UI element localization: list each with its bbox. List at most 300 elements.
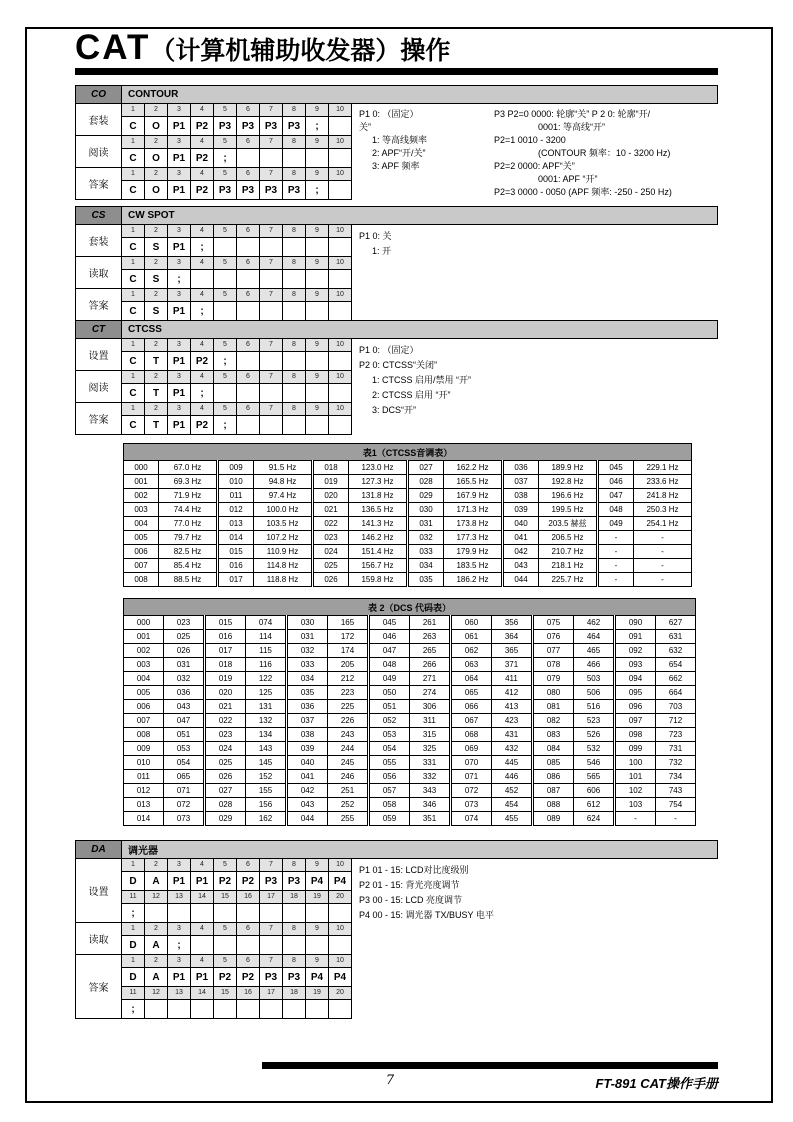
code-cell: 012 — [124, 784, 164, 798]
code-cell: 029 — [205, 812, 246, 826]
note-line: P2=1 0010 - 3200 — [494, 135, 566, 145]
command-body — [75, 225, 718, 321]
code-cell: 089 — [533, 812, 574, 826]
value-cell: 186.2 Hz — [444, 573, 503, 587]
command-code: CO — [76, 86, 122, 103]
notes-columns — [352, 863, 718, 923]
value-cell: 155 — [246, 784, 287, 798]
byte-index-cell: 9 — [306, 403, 329, 416]
code-cell: 037 — [287, 714, 328, 728]
byte-index-cell: 10 — [329, 168, 352, 181]
byte-index-cell: 2 — [145, 225, 168, 238]
code-cell: 081 — [533, 700, 574, 714]
value-cell: 606 — [574, 784, 615, 798]
table-row — [124, 700, 696, 714]
code-cell: 040 — [503, 517, 539, 531]
note-line: P2 0: CTCSS“关闭” — [359, 360, 438, 370]
operation-label: 答案 — [76, 289, 122, 321]
code-cell: 009 — [218, 461, 254, 475]
value-cell: 526 — [574, 728, 615, 742]
value-cell: 152 — [246, 770, 287, 784]
byte-index-cell: 3 — [168, 339, 191, 352]
byte-index-cell: 7 — [260, 859, 283, 872]
byte-index-row — [76, 923, 352, 936]
byte-char-cell — [306, 302, 329, 321]
value-cell: 332 — [410, 770, 451, 784]
byte-index-cell: 3 — [168, 225, 191, 238]
byte-char-cell: T — [145, 352, 168, 371]
table-row — [124, 573, 692, 587]
byte-index-cell: 4 — [191, 225, 214, 238]
code-cell: 050 — [369, 686, 410, 700]
byte-index-row — [76, 859, 352, 872]
code-cell: 084 — [533, 742, 574, 756]
byte-index-cell: 7 — [260, 955, 283, 968]
byte-char-cell: P2 — [237, 872, 260, 891]
code-cell: 028 — [205, 798, 246, 812]
table-row — [124, 728, 696, 742]
code-cell: 045 — [598, 461, 634, 475]
byte-char-cell: P1 — [168, 384, 191, 403]
code-cell: 016 — [218, 559, 254, 573]
byte-char-cell: P1 — [168, 117, 191, 136]
operation-label: 套装 — [76, 104, 122, 136]
byte-char-cell: P3 — [260, 117, 283, 136]
code-cell: 002 — [124, 644, 164, 658]
byte-index-cell: 7 — [260, 104, 283, 117]
code-cell: 072 — [451, 784, 492, 798]
byte-char-cell: O — [145, 117, 168, 136]
code-cell: 034 — [408, 559, 444, 573]
byte-index-row — [76, 225, 352, 238]
code-cell: 027 — [408, 461, 444, 475]
byte-index-cell: 13 — [168, 891, 191, 904]
table-row — [124, 616, 696, 630]
byte-index-cell: 6 — [237, 168, 260, 181]
byte-char-cell: P2 — [191, 416, 214, 435]
code-cell: 044 — [503, 573, 539, 587]
byte-char-cell — [306, 416, 329, 435]
byte-char-cell — [283, 238, 306, 257]
code-cell: 038 — [503, 489, 539, 503]
code-cell: 026 — [205, 770, 246, 784]
value-cell: 91.5 Hz — [254, 461, 313, 475]
byte-char-cell — [214, 1000, 237, 1019]
operation-label: 答案 — [76, 168, 122, 200]
code-cell: 078 — [533, 658, 574, 672]
code-cell: 031 — [287, 630, 328, 644]
code-cell: 023 — [205, 728, 246, 742]
command-header — [75, 320, 718, 339]
code-cell: 040 — [287, 756, 328, 770]
code-cell: 071 — [451, 770, 492, 784]
note-line: P2 01 - 15: 背光亮度调节 — [359, 880, 460, 890]
value-cell: 356 — [492, 616, 533, 630]
byte-index-cell: 2 — [145, 136, 168, 149]
code-cell: 020 — [205, 686, 246, 700]
value-cell: 506 — [574, 686, 615, 700]
code-cell: 093 — [615, 658, 656, 672]
byte-char-cell: D — [122, 936, 145, 955]
byte-index-cell: 1 — [122, 955, 145, 968]
value-cell: 364 — [492, 630, 533, 644]
code-cell: 049 — [369, 672, 410, 686]
code-cell: 087 — [533, 784, 574, 798]
value-cell: 654 — [656, 658, 696, 672]
code-cell: 003 — [124, 658, 164, 672]
note-line: 1: 等高线频率 — [372, 135, 428, 145]
value-cell: 455 — [492, 812, 533, 826]
note-line: 0001: 等高线“开” — [538, 122, 606, 132]
notes-column — [359, 863, 494, 923]
byte-char-cell: P1 — [191, 872, 214, 891]
byte-index-cell: 5 — [214, 371, 237, 384]
code-cell: 039 — [503, 503, 539, 517]
value-cell: 165.5 Hz — [444, 475, 503, 489]
byte-index-cell: 9 — [306, 923, 329, 936]
footer-rule — [262, 1062, 718, 1069]
byte-index-row — [76, 403, 352, 416]
byte-index-cell: 3 — [168, 859, 191, 872]
byte-index-row — [76, 168, 352, 181]
code-cell: 019 — [205, 672, 246, 686]
command-block-dimmer — [75, 840, 718, 1019]
code-cell: 022 — [205, 714, 246, 728]
code-cell: 016 — [205, 630, 246, 644]
byte-index-row — [76, 257, 352, 270]
byte-char-cell — [237, 149, 260, 168]
code-cell: 012 — [218, 503, 254, 517]
code-cell: 079 — [533, 672, 574, 686]
code-cell: 006 — [124, 700, 164, 714]
byte-index-cell: 2 — [145, 403, 168, 416]
code-cell: - — [598, 559, 634, 573]
value-cell: 043 — [164, 700, 205, 714]
byte-char-cell — [283, 1000, 306, 1019]
code-cell: 069 — [451, 742, 492, 756]
ctcss-table-title: 表1（CTCSS音调表） — [124, 444, 692, 461]
byte-index-cell: 19 — [306, 987, 329, 1000]
code-cell: 002 — [124, 489, 159, 503]
code-cell: 043 — [287, 798, 328, 812]
value-cell: 118.8 Hz — [254, 573, 313, 587]
byte-index-cell: 8 — [283, 403, 306, 416]
byte-char-cell: P1 — [168, 181, 191, 200]
code-cell: 092 — [615, 644, 656, 658]
value-cell: 343 — [410, 784, 451, 798]
byte-char-cell — [260, 149, 283, 168]
byte-char-cell — [237, 936, 260, 955]
footer-manual-title: FT-891 CAT操作手册 — [595, 1076, 718, 1091]
value-cell: 546 — [574, 756, 615, 770]
code-cell: 042 — [503, 545, 539, 559]
code-cell: 017 — [218, 573, 254, 587]
value-cell: 110.9 Hz — [254, 545, 313, 559]
code-cell: 021 — [205, 700, 246, 714]
command-body — [75, 339, 718, 435]
byte-char-cell — [329, 904, 352, 923]
byte-char-cell — [329, 936, 352, 955]
byte-char-cell — [260, 416, 283, 435]
byte-index-cell: 1 — [122, 257, 145, 270]
value-cell: 632 — [656, 644, 696, 658]
value-cell: 172 — [328, 630, 369, 644]
value-cell: 203.5 赫兹 — [539, 517, 598, 531]
byte-char-cell: P3 — [260, 968, 283, 987]
byte-index-cell: 10 — [329, 136, 352, 149]
byte-char-cell: P2 — [237, 968, 260, 987]
byte-index-cell: 4 — [191, 257, 214, 270]
byte-char-cell — [260, 904, 283, 923]
code-cell: 006 — [124, 545, 159, 559]
byte-index-cell: 6 — [237, 371, 260, 384]
byte-char-cell — [260, 936, 283, 955]
byte-index-cell: 3 — [168, 923, 191, 936]
value-cell: 446 — [492, 770, 533, 784]
note-line: P2=3 0000 - 0050 (APF 频率: -250 - 250 Hz) — [494, 187, 672, 197]
code-cell: 014 — [218, 531, 254, 545]
code-cell: 030 — [408, 503, 444, 517]
byte-index-cell: 6 — [237, 923, 260, 936]
value-cell: 167.9 Hz — [444, 489, 503, 503]
value-cell: 212 — [328, 672, 369, 686]
value-cell: 225 — [328, 700, 369, 714]
byte-char-cell — [306, 238, 329, 257]
dcs-table-title: 表 2（DCS 代码表） — [124, 599, 696, 616]
byte-index-cell: 17 — [260, 987, 283, 1000]
code-cell: 099 — [615, 742, 656, 756]
byte-char-cell — [306, 1000, 329, 1019]
byte-index-cell: 18 — [283, 987, 306, 1000]
code-cell: 033 — [287, 658, 328, 672]
byte-index-cell: 6 — [237, 339, 260, 352]
operation-label: 读取 — [76, 923, 122, 955]
byte-index-cell: 4 — [191, 859, 214, 872]
note-line: P4 00 - 15: 调光器 TX/BUSY 电平 — [359, 910, 494, 920]
byte-index-cell: 8 — [283, 257, 306, 270]
code-cell: 004 — [124, 517, 159, 531]
value-cell: 241.8 Hz — [634, 489, 692, 503]
value-cell: 703 — [656, 700, 696, 714]
code-cell: 035 — [287, 686, 328, 700]
byte-char-cell — [237, 384, 260, 403]
byte-index-cell: 5 — [214, 104, 237, 117]
byte-index-cell: 7 — [260, 403, 283, 416]
value-cell: 516 — [574, 700, 615, 714]
command-block-contour — [75, 85, 718, 200]
code-cell: 030 — [287, 616, 328, 630]
byte-index-cell: 3 — [168, 403, 191, 416]
code-cell: 082 — [533, 714, 574, 728]
byte-char-cell — [214, 936, 237, 955]
code-cell: 090 — [615, 616, 656, 630]
value-cell: 731 — [656, 742, 696, 756]
byte-index-cell: 7 — [260, 371, 283, 384]
byte-char-cell: P2 — [191, 117, 214, 136]
note-line: 2: CTCSS 启用 “开” — [372, 390, 451, 400]
note-line: 1: CTCSS 启用/禁用 “开” — [372, 375, 472, 385]
byte-char-cell: P1 — [168, 416, 191, 435]
value-cell: 413 — [492, 700, 533, 714]
code-cell: 061 — [451, 630, 492, 644]
byte-char-cell: P3 — [237, 117, 260, 136]
command-code: CS — [76, 207, 122, 224]
command-byte-grid — [75, 858, 352, 1019]
command-code: DA — [76, 841, 122, 858]
byte-index-cell: 10 — [329, 104, 352, 117]
byte-char-cell — [260, 352, 283, 371]
table-row — [124, 714, 696, 728]
byte-index-cell: 6 — [237, 225, 260, 238]
table-row — [124, 503, 692, 517]
byte-char-cell — [329, 117, 352, 136]
byte-index-cell: 9 — [306, 136, 329, 149]
value-cell: 251 — [328, 784, 369, 798]
value-cell: 171.3 Hz — [444, 503, 503, 517]
value-cell: 462 — [574, 616, 615, 630]
code-cell: 068 — [451, 728, 492, 742]
byte-index-cell: 7 — [260, 225, 283, 238]
byte-index-cell: 3 — [168, 289, 191, 302]
byte-char-cell — [329, 270, 352, 289]
value-cell: 156 — [246, 798, 287, 812]
table-row — [124, 630, 696, 644]
code-cell: 097 — [615, 714, 656, 728]
code-cell: 055 — [369, 756, 410, 770]
command-body — [75, 104, 718, 200]
command-header — [75, 840, 718, 859]
byte-char-cell — [168, 904, 191, 923]
value-cell: 165 — [328, 616, 369, 630]
byte-index-cell: 8 — [283, 371, 306, 384]
byte-index-cell: 5 — [214, 923, 237, 936]
code-cell: 013 — [218, 517, 254, 531]
value-cell: 107.2 Hz — [254, 531, 313, 545]
value-cell: 79.7 Hz — [159, 531, 218, 545]
byte-char-cell — [237, 416, 260, 435]
value-cell: 261 — [410, 616, 451, 630]
table-row — [124, 489, 692, 503]
byte-char-cell — [214, 904, 237, 923]
value-cell: 271 — [410, 672, 451, 686]
byte-index-cell: 3 — [168, 955, 191, 968]
value-cell: 072 — [164, 798, 205, 812]
value-cell: 159.8 Hz — [349, 573, 408, 587]
code-cell: 083 — [533, 728, 574, 742]
value-cell: 311 — [410, 714, 451, 728]
byte-index-row — [76, 339, 352, 352]
value-cell: 631 — [656, 630, 696, 644]
value-cell: 82.5 Hz — [159, 545, 218, 559]
code-cell: 086 — [533, 770, 574, 784]
byte-index-cell: 11 — [122, 987, 145, 1000]
table-row — [124, 644, 696, 658]
table-title-row — [124, 444, 692, 461]
byte-index-cell: 4 — [191, 168, 214, 181]
byte-index-row — [76, 289, 352, 302]
byte-index-cell: 10 — [329, 371, 352, 384]
value-cell: 331 — [410, 756, 451, 770]
byte-index-cell: 4 — [191, 955, 214, 968]
byte-char-cell — [306, 384, 329, 403]
code-cell: 001 — [124, 630, 164, 644]
byte-char-cell — [306, 936, 329, 955]
code-cell: - — [598, 573, 634, 587]
byte-char-cell — [306, 149, 329, 168]
byte-index-cell: 6 — [237, 859, 260, 872]
byte-char-cell: ; — [306, 181, 329, 200]
value-cell: 245 — [328, 756, 369, 770]
code-cell: 053 — [369, 728, 410, 742]
byte-index-cell: 8 — [283, 859, 306, 872]
byte-char-cell — [329, 238, 352, 257]
code-cell: 075 — [533, 616, 574, 630]
byte-char-cell — [260, 302, 283, 321]
byte-char-cell: O — [145, 181, 168, 200]
code-cell: 056 — [369, 770, 410, 784]
byte-index-cell: 6 — [237, 403, 260, 416]
byte-index-cell: 4 — [191, 339, 214, 352]
value-cell: 732 — [656, 756, 696, 770]
value-cell: 351 — [410, 812, 451, 826]
byte-index-cell: 8 — [283, 168, 306, 181]
byte-char-cell — [237, 270, 260, 289]
value-cell: 223 — [328, 686, 369, 700]
byte-index-cell: 2 — [145, 955, 168, 968]
value-cell: 125 — [246, 686, 287, 700]
byte-char-cell — [329, 352, 352, 371]
byte-char-cell: C — [122, 270, 145, 289]
byte-char-cell: C — [122, 416, 145, 435]
operation-label: 读取 — [76, 257, 122, 289]
code-cell: 042 — [287, 784, 328, 798]
table-row — [124, 770, 696, 784]
code-cell: 019 — [313, 475, 349, 489]
byte-char-cell: C — [122, 149, 145, 168]
byte-index-cell: 12 — [145, 987, 168, 1000]
byte-index-cell: 9 — [306, 104, 329, 117]
byte-char-cell: P2 — [214, 872, 237, 891]
operation-label: 答案 — [76, 955, 122, 1019]
value-cell: 263 — [410, 630, 451, 644]
note-line: P1 0: 关 — [359, 231, 392, 241]
value-cell: 723 — [656, 728, 696, 742]
byte-index-cell: 7 — [260, 136, 283, 149]
byte-char-cell — [214, 384, 237, 403]
byte-index-cell: 2 — [145, 257, 168, 270]
code-cell: 096 — [615, 700, 656, 714]
value-cell: 229.1 Hz — [634, 461, 692, 475]
byte-index-cell: 5 — [214, 289, 237, 302]
byte-index-cell: 8 — [283, 955, 306, 968]
note-line: (CONTOUR 频率：10 - 3200 Hz) — [538, 148, 671, 158]
notes-column — [359, 108, 487, 199]
byte-char-cell: ; — [191, 384, 214, 403]
value-cell: 114.8 Hz — [254, 559, 313, 573]
value-cell: 325 — [410, 742, 451, 756]
note-line: P1 0: （固定） — [359, 109, 419, 119]
value-cell: 026 — [164, 644, 205, 658]
value-cell: 151.4 Hz — [349, 545, 408, 559]
value-cell: 183.5 Hz — [444, 559, 503, 573]
value-cell: 94.8 Hz — [254, 475, 313, 489]
byte-index-row — [76, 955, 352, 968]
byte-index-cell: 1 — [122, 289, 145, 302]
byte-char-cell: P4 — [329, 968, 352, 987]
value-cell: 146.2 Hz — [349, 531, 408, 545]
code-cell: 028 — [408, 475, 444, 489]
byte-char-cell: S — [145, 238, 168, 257]
